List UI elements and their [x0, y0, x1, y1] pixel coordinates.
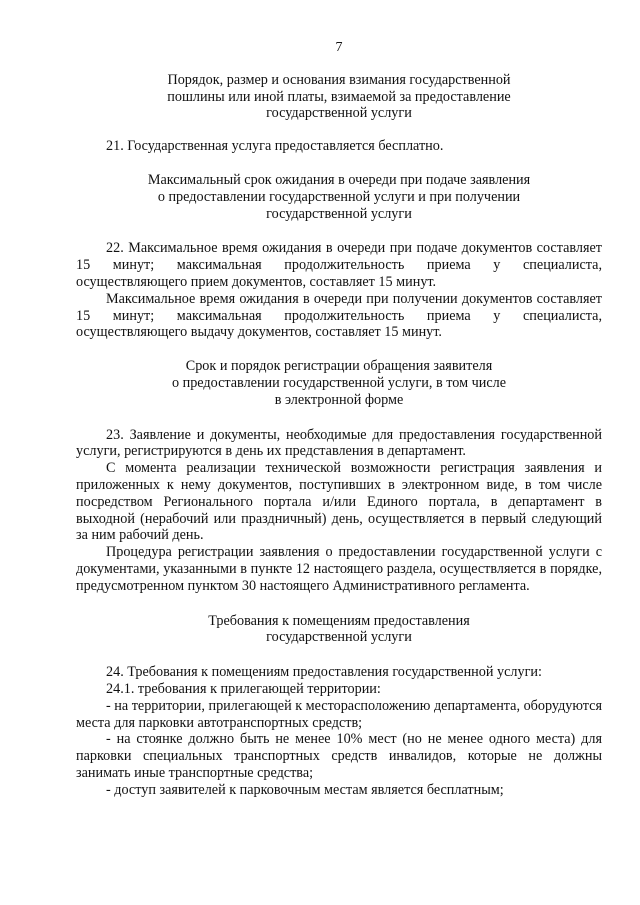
paragraph-23a: 23. Заявление и документы, необходимые для предоставления государственной услуги, регистрируются в день их представления в департамент.	[76, 426, 602, 460]
paragraph-24: 24. Требования к помещениям предоставления государственной услуги:	[106, 664, 542, 681]
paragraph-23c: Процедура регистрации заявления о предоставлении государственной услуги с документами, указанными в пункте 12 настоящего раздела, осуществляется в порядке, предусмотренном пунктом 30 настоящего Административного регламента.	[76, 544, 602, 594]
heading-line: Максимальный срок ожидания в очереди при подаче заявления	[147, 171, 531, 188]
paragraph-24-1: 24.1. требования к прилегающей территории:	[106, 680, 381, 697]
heading-line: в электронной форме	[274, 391, 404, 408]
list-item: - доступ заявителей к парковочным местам является бесплатным;	[106, 781, 504, 798]
list-item: - на территории, прилегающей к месторасположению департамента, оборудуются места для парковки автотранспортных средств;	[76, 697, 602, 731]
paragraph-22b: Максимальное время ожидания в очереди при получении документов составляет 15 минут; максимальная продолжительность приема у специалиста, осуществляющего выдачу документов, составляет 15 минут.	[76, 290, 602, 341]
heading-line: о предоставлении государственной услуги, в том числе	[171, 374, 507, 391]
heading-line: пошлины или иной платы, взимаемой за предоставление	[167, 88, 511, 105]
heading-line: Требования к помещениям предоставления	[208, 612, 470, 629]
heading-line: Срок и порядок регистрации обращения заявителя	[185, 358, 493, 375]
section-heading-registration	[76, 358, 602, 408]
section-heading-fee	[76, 72, 602, 122]
paragraph-21: 21. Государственная услуга предоставляется бесплатно.	[106, 138, 444, 155]
list-item: - на стоянке должно быть не менее 10% мест (но не менее одного места) для парковки специальных транспортных средств инвалидов, которые не должны занимать иные транспортные средства;	[76, 731, 602, 781]
heading-line: Порядок, размер и основания взимания государственной	[167, 71, 511, 88]
section-heading-wait	[76, 172, 602, 222]
paragraph-22a: 22. Максимальное время ожидания в очереди при подаче документов составляет 15 минут; максимальная продолжительность приема у специалиста, осуществляющего прием документов, составляет 15 минут.	[76, 240, 602, 290]
heading-line: государственной услуги	[266, 629, 412, 646]
page-number: 7	[335, 40, 343, 55]
paragraph-23b: С момента реализации технической возможности регистрация заявления и приложенных к нему документов, поступивших в электронном виде, в том числе посредством Регионального портала и/или Единого портала, в департамент в выходной (нерабочий или праздничный) день, осуществляется в первый следующий за ним рабочий день.	[76, 460, 602, 544]
heading-line: государственной услуги	[266, 205, 412, 222]
heading-line: о предоставлении государственной услуги и при получении	[157, 188, 521, 205]
document-page	[76, 40, 602, 798]
section-heading-premises	[76, 613, 602, 647]
heading-line: государственной услуги	[266, 105, 412, 122]
